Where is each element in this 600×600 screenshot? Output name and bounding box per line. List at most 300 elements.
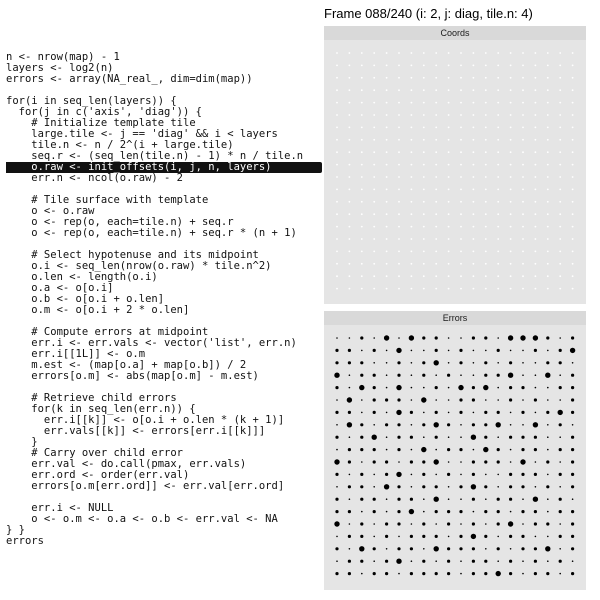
- coord-point: [485, 226, 487, 228]
- error-point: [473, 511, 475, 513]
- coord-point: [349, 288, 351, 290]
- error-point: [373, 460, 376, 463]
- coord-point: [336, 189, 338, 191]
- error-point: [422, 361, 425, 364]
- error-point: [472, 572, 475, 575]
- coord-point: [423, 139, 425, 141]
- coord-point: [336, 89, 338, 91]
- error-point: [521, 535, 524, 538]
- error-point: [373, 374, 376, 377]
- coord-point: [398, 226, 400, 228]
- coord-point: [460, 65, 462, 67]
- coord-point: [559, 114, 561, 116]
- error-point: [472, 522, 475, 525]
- error-point: [521, 448, 524, 451]
- coord-point: [485, 213, 487, 215]
- error-point: [396, 559, 401, 564]
- coord-point: [460, 226, 462, 228]
- coord-point: [411, 77, 413, 79]
- coord-point: [460, 77, 462, 79]
- coord-point: [435, 65, 437, 67]
- error-point: [510, 449, 512, 451]
- coord-point: [349, 65, 351, 67]
- coord-point: [473, 52, 475, 54]
- error-point: [361, 573, 363, 575]
- error-point: [559, 560, 562, 563]
- error-point: [533, 422, 538, 427]
- error-point: [423, 387, 425, 389]
- error-point: [336, 560, 338, 562]
- code-line: tile.n <- n / 2^(i + large.tile): [6, 139, 234, 151]
- error-point: [386, 362, 388, 364]
- coord-point: [423, 213, 425, 215]
- error-point: [348, 560, 351, 563]
- error-point: [448, 486, 450, 488]
- coord-point: [361, 275, 363, 277]
- error-point: [497, 560, 499, 562]
- error-point: [497, 498, 500, 501]
- coord-point: [386, 226, 388, 228]
- error-point: [334, 459, 339, 464]
- coord-point: [448, 288, 450, 290]
- code-line: # Carry over child error: [6, 447, 184, 459]
- coord-point: [485, 102, 487, 104]
- error-point: [522, 523, 524, 525]
- coord-point: [435, 102, 437, 104]
- error-point: [509, 398, 512, 401]
- error-point: [485, 350, 487, 352]
- coord-point: [386, 176, 388, 178]
- coord-point: [485, 127, 487, 129]
- coord-point: [423, 275, 425, 277]
- coord-point: [411, 176, 413, 178]
- coord-point: [361, 176, 363, 178]
- error-point: [484, 535, 487, 538]
- error-point: [559, 423, 562, 426]
- error-point: [360, 560, 363, 563]
- error-point: [473, 449, 475, 451]
- coord-point: [522, 151, 524, 153]
- error-point: [484, 411, 487, 414]
- coord-point: [423, 238, 425, 240]
- coord-point: [398, 263, 400, 265]
- error-point: [471, 435, 476, 440]
- error-point: [386, 436, 388, 438]
- error-point: [410, 547, 413, 550]
- coord-point: [361, 226, 363, 228]
- coord-point: [398, 114, 400, 116]
- error-point: [497, 374, 500, 377]
- coord-point: [411, 127, 413, 129]
- code-line: # Select hypotenuse and its midpoint: [6, 249, 259, 261]
- coord-point: [572, 201, 574, 203]
- coord-point: [398, 275, 400, 277]
- error-point: [497, 486, 499, 488]
- error-point: [471, 534, 476, 539]
- error-point: [472, 547, 475, 550]
- coord-point: [386, 127, 388, 129]
- error-point: [435, 572, 438, 575]
- coord-point: [485, 201, 487, 203]
- coord-point: [386, 89, 388, 91]
- coord-point: [497, 176, 499, 178]
- coord-point: [373, 176, 375, 178]
- coord-point: [510, 52, 512, 54]
- coord-point: [411, 201, 413, 203]
- error-point: [520, 459, 525, 464]
- error-point: [422, 572, 425, 575]
- coord-point: [373, 65, 375, 67]
- code-line: o <- o.m <- o.a <- o.b <- err.val <- NA: [6, 513, 278, 525]
- error-point: [509, 572, 512, 575]
- coord-point: [535, 201, 537, 203]
- coord-point: [349, 176, 351, 178]
- coords-scatter: [324, 40, 586, 304]
- error-point: [335, 572, 338, 575]
- error-point: [534, 448, 537, 451]
- coord-point: [547, 213, 549, 215]
- coord-point: [497, 189, 499, 191]
- error-point: [422, 336, 425, 339]
- error-point: [435, 535, 438, 538]
- error-point: [473, 412, 475, 414]
- code-line: err.i <- NULL: [6, 502, 114, 514]
- error-point: [509, 485, 512, 488]
- error-point: [422, 535, 425, 538]
- error-point: [459, 485, 462, 488]
- coord-point: [485, 263, 487, 265]
- coord-point: [572, 238, 574, 240]
- error-point: [435, 560, 437, 562]
- error-point: [547, 424, 549, 426]
- coord-point: [559, 65, 561, 67]
- error-point: [534, 473, 537, 476]
- error-point: [571, 522, 574, 525]
- coord-point: [547, 176, 549, 178]
- coord-point: [361, 89, 363, 91]
- coords-plot: [324, 40, 586, 304]
- coord-point: [510, 213, 512, 215]
- error-point: [348, 411, 351, 414]
- errors-scatter: [324, 325, 586, 590]
- error-point: [460, 523, 462, 525]
- coord-point: [522, 288, 524, 290]
- coord-point: [361, 213, 363, 215]
- error-point: [435, 510, 438, 513]
- error-point: [373, 349, 376, 352]
- error-point: [336, 486, 338, 488]
- coord-point: [448, 139, 450, 141]
- coord-point: [398, 65, 400, 67]
- error-point: [521, 485, 524, 488]
- coord-point: [361, 77, 363, 79]
- error-point: [510, 461, 512, 463]
- error-point: [385, 398, 388, 401]
- error-point: [522, 362, 524, 364]
- coord-point: [336, 114, 338, 116]
- error-point: [360, 448, 363, 451]
- error-point: [509, 473, 512, 476]
- coord-point: [522, 275, 524, 277]
- error-point: [397, 448, 400, 451]
- coord-point: [423, 114, 425, 116]
- error-point: [508, 335, 513, 340]
- coord-point: [336, 102, 338, 104]
- error-point: [559, 510, 562, 513]
- error-point: [483, 447, 488, 452]
- coord-point: [460, 238, 462, 240]
- error-point: [360, 423, 363, 426]
- coord-point: [398, 238, 400, 240]
- coord-point: [497, 77, 499, 79]
- coord-point: [361, 263, 363, 265]
- error-point: [535, 387, 537, 389]
- coord-point: [510, 226, 512, 228]
- error-point: [459, 547, 462, 550]
- error-point: [435, 449, 437, 451]
- coord-point: [349, 238, 351, 240]
- error-point: [460, 436, 462, 438]
- coord-point: [572, 77, 574, 79]
- coord-point: [497, 127, 499, 129]
- error-point: [458, 385, 463, 390]
- error-point: [435, 374, 437, 376]
- coord-point: [386, 213, 388, 215]
- error-point: [423, 498, 425, 500]
- coord-point: [473, 263, 475, 265]
- coord-point: [460, 189, 462, 191]
- frame-title: Frame 088/240 (i: 2, j: diag, tile.n: 4): [324, 6, 533, 21]
- coord-point: [448, 176, 450, 178]
- error-point: [397, 436, 400, 439]
- coord-point: [485, 164, 487, 166]
- coord-point: [522, 238, 524, 240]
- error-point: [435, 436, 438, 439]
- error-point: [411, 523, 413, 525]
- coord-point: [497, 102, 499, 104]
- error-point: [349, 498, 351, 500]
- error-point: [485, 523, 487, 525]
- error-point: [522, 374, 524, 376]
- coord-point: [411, 65, 413, 67]
- error-point: [422, 485, 425, 488]
- error-point: [559, 486, 561, 488]
- error-point: [373, 474, 375, 476]
- error-point: [336, 399, 338, 401]
- coord-point: [361, 102, 363, 104]
- coord-point: [522, 201, 524, 203]
- error-point: [373, 398, 376, 401]
- error-point: [484, 510, 487, 513]
- error-point: [423, 412, 425, 414]
- code-line: seq.r <- (seq_len(tile.n) - 1) * n / tile.n: [6, 150, 304, 162]
- coord-point: [559, 288, 561, 290]
- coord-point: [535, 251, 537, 253]
- error-point: [421, 447, 426, 452]
- error-point: [483, 385, 488, 390]
- error-point: [373, 386, 376, 389]
- code-line: err.vals[[k]] <- errors[err.i[[k]]]: [6, 425, 266, 437]
- coord-point: [497, 213, 499, 215]
- error-point: [360, 473, 363, 476]
- coord-point: [373, 275, 375, 277]
- coord-point: [448, 238, 450, 240]
- coord-point: [497, 263, 499, 265]
- error-point: [373, 448, 376, 451]
- error-point: [508, 373, 513, 378]
- coord-point: [473, 251, 475, 253]
- coord-point: [572, 288, 574, 290]
- error-point: [434, 459, 439, 464]
- coord-point: [373, 127, 375, 129]
- coord-point: [336, 275, 338, 277]
- error-point: [571, 386, 574, 389]
- coord-point: [373, 288, 375, 290]
- coord-point: [485, 89, 487, 91]
- coord-point: [460, 288, 462, 290]
- error-point: [411, 449, 413, 451]
- error-point: [361, 350, 363, 352]
- coord-point: [349, 251, 351, 253]
- coord-point: [485, 139, 487, 141]
- error-point: [496, 571, 501, 576]
- error-point: [349, 523, 351, 525]
- error-point: [373, 572, 376, 575]
- error-point: [335, 473, 338, 476]
- error-point: [335, 510, 338, 513]
- coord-point: [547, 226, 549, 228]
- coord-point: [559, 226, 561, 228]
- coord-point: [423, 201, 425, 203]
- coord-point: [547, 102, 549, 104]
- coord-point: [547, 164, 549, 166]
- coord-point: [510, 77, 512, 79]
- code-line: large.tile <- j == 'diag' && i < layers: [6, 128, 278, 140]
- error-point: [497, 547, 500, 550]
- coord-point: [485, 275, 487, 277]
- error-point: [534, 572, 537, 575]
- error-point: [447, 560, 450, 563]
- error-point: [484, 460, 487, 463]
- error-point: [559, 535, 562, 538]
- coord-point: [497, 288, 499, 290]
- error-point: [435, 349, 438, 352]
- error-point: [546, 336, 549, 339]
- coord-point: [386, 201, 388, 203]
- error-point: [335, 386, 338, 389]
- code-line: o <- rep(o, each=tile.n) + seq.r: [6, 216, 234, 228]
- coord-point: [547, 238, 549, 240]
- error-point: [447, 374, 450, 377]
- coord-point: [411, 139, 413, 141]
- coord-point: [510, 288, 512, 290]
- error-point: [559, 498, 562, 501]
- error-point: [397, 374, 400, 377]
- coord-point: [535, 275, 537, 277]
- error-point: [434, 546, 439, 551]
- coord-point: [336, 238, 338, 240]
- error-point: [535, 374, 537, 376]
- error-point: [559, 386, 562, 389]
- coord-point: [435, 114, 437, 116]
- error-point: [411, 474, 413, 476]
- coord-point: [411, 238, 413, 240]
- code-line: }: [6, 436, 38, 448]
- coord-point: [411, 251, 413, 253]
- coord-point: [398, 52, 400, 54]
- coord-point: [411, 102, 413, 104]
- coord-point: [349, 139, 351, 141]
- coord-point: [497, 89, 499, 91]
- coord-point: [423, 65, 425, 67]
- coord-point: [336, 288, 338, 290]
- error-point: [535, 461, 537, 463]
- coord-point: [535, 139, 537, 141]
- error-point: [385, 560, 388, 563]
- coord-point: [373, 139, 375, 141]
- coord-point: [460, 151, 462, 153]
- error-point: [510, 424, 512, 426]
- error-point: [448, 412, 450, 414]
- coord-point: [411, 164, 413, 166]
- coord-point: [398, 77, 400, 79]
- coord-point: [572, 275, 574, 277]
- coord-point: [435, 127, 437, 129]
- coord-point: [361, 251, 363, 253]
- coord-point: [435, 288, 437, 290]
- coord-point: [510, 114, 512, 116]
- coord-point: [373, 114, 375, 116]
- coord-point: [559, 275, 561, 277]
- error-point: [484, 560, 487, 563]
- code-line: m.est <- (map[o.a] + map[o.b]) / 2: [6, 359, 247, 371]
- coord-point: [349, 77, 351, 79]
- errors-plot: [324, 325, 586, 590]
- coord-point: [460, 102, 462, 104]
- error-point: [497, 522, 500, 525]
- error-point: [484, 361, 487, 364]
- error-point: [447, 423, 450, 426]
- error-point: [348, 485, 351, 488]
- error-point: [459, 510, 462, 513]
- coord-point: [485, 114, 487, 116]
- code-line: for(j in c('axis', 'diag')) {: [6, 106, 202, 118]
- errors-panel: [324, 311, 586, 590]
- coord-point: [510, 263, 512, 265]
- error-point: [347, 422, 352, 427]
- error-point: [571, 374, 574, 377]
- error-point: [522, 573, 524, 575]
- coord-point: [522, 89, 524, 91]
- coord-point: [386, 102, 388, 104]
- coord-point: [510, 238, 512, 240]
- error-point: [547, 350, 549, 352]
- coord-point: [361, 52, 363, 54]
- error-point: [361, 461, 363, 463]
- error-point: [547, 399, 549, 401]
- code-line: errors: [6, 535, 44, 547]
- error-point: [546, 572, 549, 575]
- coord-point: [547, 201, 549, 203]
- coord-point: [398, 213, 400, 215]
- error-point: [336, 337, 338, 339]
- coord-point: [411, 288, 413, 290]
- coord-point: [349, 114, 351, 116]
- error-point: [398, 461, 400, 463]
- error-point: [423, 511, 425, 513]
- error-point: [398, 337, 400, 339]
- error-point: [571, 572, 574, 575]
